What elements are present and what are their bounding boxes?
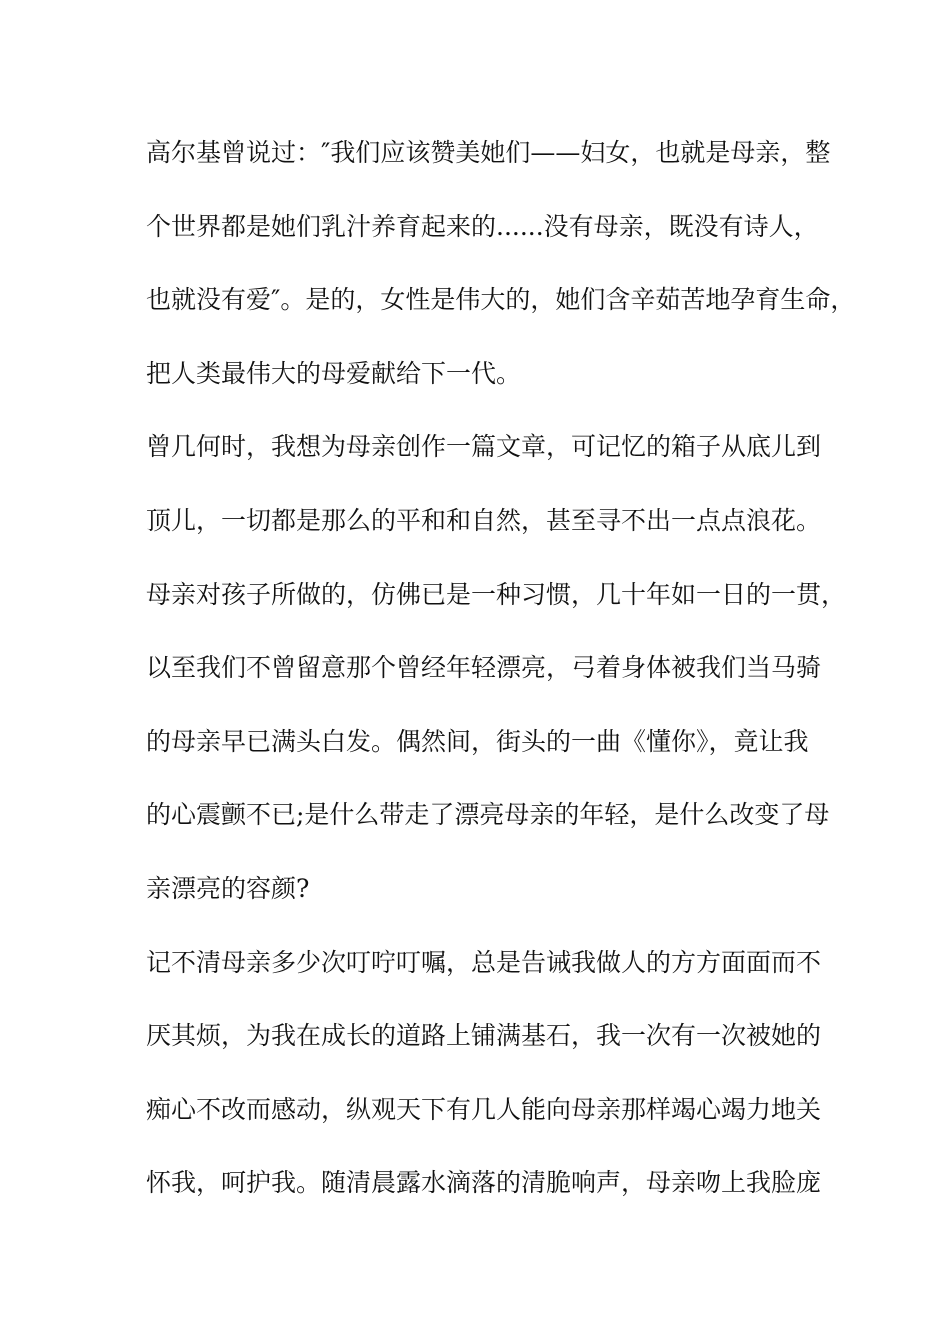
text-line: 厌其烦，为我在成长的道路上铺满基石，我一次有一次被她的 [146,1021,822,1051]
text-line: 痴心不改而感动，纵观天下有几人能向母亲那样竭心竭力地关 [146,1094,822,1124]
text-line: 也就没有爱″。是的，女性是伟大的，她们含辛茹苦地孕育生命， [146,285,856,315]
text-line: 曾几何时，我想为母亲创作一篇文章，可记忆的箱子从底儿到 [146,432,822,462]
text-line: 的心震颤不已;是什么带走了漂亮母亲的年轻，是什么改变了母 [146,800,830,830]
text-line: 以至我们不曾留意那个曾经年轻漂亮，弓着身体被我们当马骑 [146,653,822,683]
text-line: 记不清母亲多少次叮咛叮嘱，总是告诫我做人的方方面面而不 [146,947,822,977]
text-line: 的母亲早已满头白发。偶然间，街头的一曲《懂你》，竟让我 [146,726,809,756]
text-line: 亲漂亮的容颜? [146,873,310,903]
text-line: 把人类最伟大的母爱献给下一代。 [146,358,522,388]
text-line: 顶儿，一切都是那么的平和和自然，甚至寻不出一点点浪花。 [146,505,822,535]
text-line: 怀我，呵护我。随清晨露水滴落的清脆响声，母亲吻上我脸庞 [146,1168,822,1198]
text-line: 母亲对孩子所做的，仿佛已是一种习惯，几十年如一日的一贯， [146,579,847,609]
text-line: 个世界都是她们乳汁养育起来的......没有母亲，既没有诗人， [146,211,819,241]
text-line: 高尔基曾说过：″我们应该赞美她们——妇女，也就是母亲，整 [146,138,831,167]
body-text [146,128,856,1232]
